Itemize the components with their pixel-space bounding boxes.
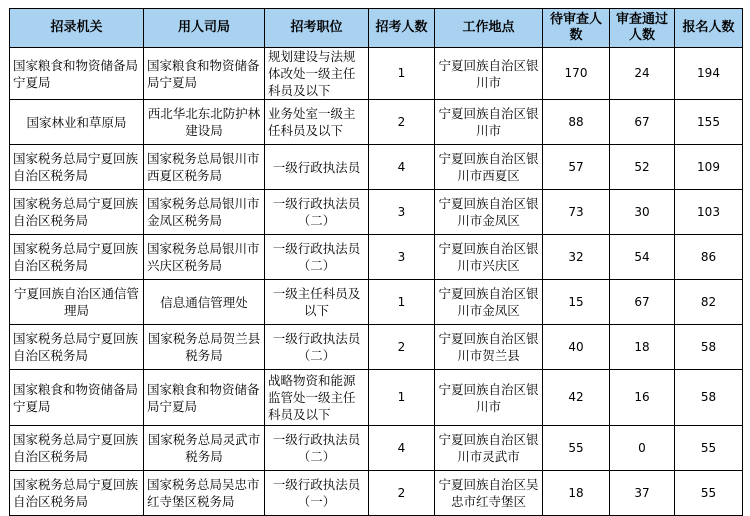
cell-location: 宁夏回族自治区银川市 — [435, 370, 543, 426]
cell-location: 宁夏回族自治区银川市 — [435, 100, 543, 145]
table-container — [9, 8, 743, 516]
cell-total: 155 — [675, 100, 743, 145]
cell-position: 规划建设与法规体改处一级主任科员及以下 — [265, 48, 369, 100]
cell-org: 国家税务总局宁夏回族自治区税务局 — [10, 471, 144, 516]
header-dept: 用人司局 — [144, 9, 265, 48]
cell-location: 宁夏回族自治区银川市金凤区 — [435, 280, 543, 325]
cell-pending: 40 — [543, 325, 610, 370]
cell-location: 宁夏回族自治区银川市灵武市 — [435, 426, 543, 471]
cell-total: 58 — [675, 370, 743, 426]
cell-location: 宁夏回族自治区银川市兴庆区 — [435, 235, 543, 280]
cell-org: 国家税务总局宁夏回族自治区税务局 — [10, 145, 144, 190]
cell-position: 一级行政执法员（二） — [265, 325, 369, 370]
cell-dept: 国家税务总局吴忠市红寺堡区税务局 — [144, 471, 265, 516]
header-row — [10, 9, 743, 48]
cell-total: 109 — [675, 145, 743, 190]
table-row — [10, 190, 743, 235]
cell-org: 国家税务总局宁夏回族自治区税务局 — [10, 426, 144, 471]
cell-org: 国家税务总局宁夏回族自治区税务局 — [10, 325, 144, 370]
cell-dept: 国家税务总局银川市金凤区税务局 — [144, 190, 265, 235]
cell-pending: 73 — [543, 190, 610, 235]
cell-location: 宁夏回族自治区银川市 — [435, 48, 543, 100]
cell-pending: 32 — [543, 235, 610, 280]
cell-position: 一级行政执法员（二） — [265, 190, 369, 235]
header-position: 招考职位 — [265, 9, 369, 48]
cell-count: 2 — [369, 100, 435, 145]
table-row — [10, 280, 743, 325]
cell-total: 55 — [675, 426, 743, 471]
cell-passed: 24 — [610, 48, 675, 100]
cell-dept: 国家粮食和物资储备局宁夏局 — [144, 48, 265, 100]
cell-dept: 信息通信管理处 — [144, 280, 265, 325]
header-count: 招考人数 — [369, 9, 435, 48]
cell-location: 宁夏回族自治区银川市西夏区 — [435, 145, 543, 190]
cell-count: 3 — [369, 190, 435, 235]
cell-pending: 55 — [543, 426, 610, 471]
cell-passed: 67 — [610, 280, 675, 325]
cell-count: 4 — [369, 145, 435, 190]
table-row — [10, 100, 743, 145]
cell-total: 58 — [675, 325, 743, 370]
cell-dept: 国家税务总局银川市兴庆区税务局 — [144, 235, 265, 280]
cell-count: 1 — [369, 280, 435, 325]
cell-passed: 54 — [610, 235, 675, 280]
cell-total: 103 — [675, 190, 743, 235]
cell-position: 一级行政执法员（二） — [265, 426, 369, 471]
header-location: 工作地点 — [435, 9, 543, 48]
cell-passed: 52 — [610, 145, 675, 190]
cell-position: 战略物资和能源监管处一级主任科员及以下 — [265, 370, 369, 426]
table-row — [10, 48, 743, 100]
cell-location: 宁夏回族自治区吴忠市红寺堡区 — [435, 471, 543, 516]
cell-count: 2 — [369, 471, 435, 516]
cell-dept: 国家税务总局灵武市税务局 — [144, 426, 265, 471]
cell-passed: 0 — [610, 426, 675, 471]
cell-location: 宁夏回族自治区银川市贺兰县 — [435, 325, 543, 370]
cell-location: 宁夏回族自治区银川市金凤区 — [435, 190, 543, 235]
cell-position: 业务处室一级主任科员及以下 — [265, 100, 369, 145]
cell-dept: 西北华北东北防护林建设局 — [144, 100, 265, 145]
cell-org: 宁夏回族自治区通信管理局 — [10, 280, 144, 325]
cell-position: 一级行政执法员（二） — [265, 235, 369, 280]
table-row — [10, 426, 743, 471]
cell-org: 国家税务总局宁夏回族自治区税务局 — [10, 190, 144, 235]
cell-position: 一级行政执法员 — [265, 145, 369, 190]
cell-passed: 30 — [610, 190, 675, 235]
cell-count: 3 — [369, 235, 435, 280]
cell-count: 4 — [369, 426, 435, 471]
cell-total: 55 — [675, 471, 743, 516]
cell-count: 2 — [369, 325, 435, 370]
cell-pending: 88 — [543, 100, 610, 145]
header-org: 招录机关 — [10, 9, 144, 48]
cell-count: 1 — [369, 370, 435, 426]
cell-count: 1 — [369, 48, 435, 100]
header-total: 报名人数 — [675, 9, 743, 48]
cell-pending: 18 — [543, 471, 610, 516]
table-row — [10, 471, 743, 516]
cell-org: 国家粮食和物资储备局宁夏局 — [10, 48, 144, 100]
table-body — [10, 48, 743, 516]
table-row — [10, 325, 743, 370]
cell-org: 国家税务总局宁夏回族自治区税务局 — [10, 235, 144, 280]
cell-org: 国家粮食和物资储备局宁夏局 — [10, 370, 144, 426]
table-row — [10, 235, 743, 280]
cell-position: 一级主任科员及以下 — [265, 280, 369, 325]
table-row — [10, 370, 743, 426]
cell-dept: 国家税务总局银川市西夏区税务局 — [144, 145, 265, 190]
cell-passed: 18 — [610, 325, 675, 370]
cell-dept: 国家粮食和物资储备局宁夏局 — [144, 370, 265, 426]
header-pending: 待审查人数 — [543, 9, 610, 48]
cell-total: 82 — [675, 280, 743, 325]
cell-org: 国家林业和草原局 — [10, 100, 144, 145]
cell-position: 一级行政执法员（一） — [265, 471, 369, 516]
cell-total: 194 — [675, 48, 743, 100]
cell-dept: 国家税务总局贺兰县税务局 — [144, 325, 265, 370]
cell-passed: 37 — [610, 471, 675, 516]
cell-pending: 15 — [543, 280, 610, 325]
registration-table — [9, 8, 743, 516]
cell-passed: 67 — [610, 100, 675, 145]
cell-pending: 170 — [543, 48, 610, 100]
cell-pending: 42 — [543, 370, 610, 426]
cell-total: 86 — [675, 235, 743, 280]
cell-passed: 16 — [610, 370, 675, 426]
table-header — [10, 9, 743, 48]
header-passed: 审查通过人数 — [610, 9, 675, 48]
table-row — [10, 145, 743, 190]
cell-pending: 57 — [543, 145, 610, 190]
